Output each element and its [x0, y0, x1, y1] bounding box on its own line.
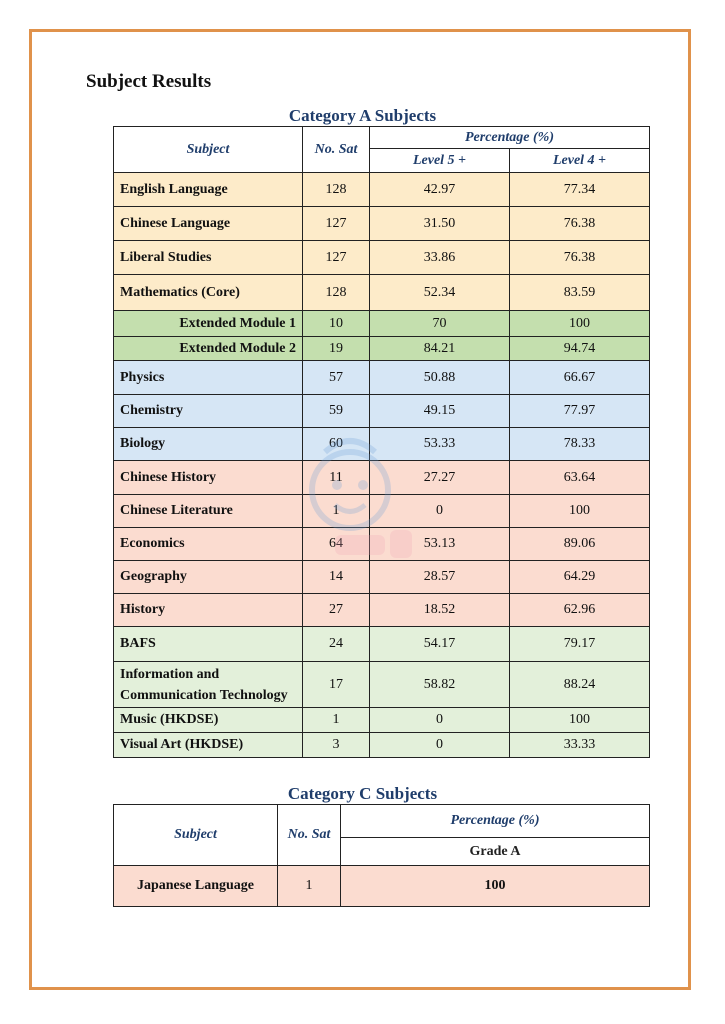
table-row — [114, 627, 650, 662]
header-percentage: Percentage (%) — [341, 805, 650, 838]
no-sat-cell: 128 — [303, 173, 370, 207]
subject-cell: Information and Communication Technology — [114, 662, 303, 708]
header-level4: Level 4 + — [510, 149, 650, 173]
level5-cell: 0 — [370, 708, 510, 733]
level5-cell: 0 — [370, 733, 510, 758]
subject-cell: Mathematics (Core) — [114, 275, 303, 311]
header-no-sat: No. Sat — [303, 127, 370, 173]
subject-cell: Biology — [114, 428, 303, 461]
no-sat-cell: 64 — [303, 528, 370, 561]
level4-cell: 89.06 — [510, 528, 650, 561]
subject-cell: Liberal Studies — [114, 241, 303, 275]
no-sat-cell: 128 — [303, 275, 370, 311]
level4-cell: 64.29 — [510, 561, 650, 594]
no-sat-cell: 14 — [303, 561, 370, 594]
subject-cell: Visual Art (HKDSE) — [114, 733, 303, 758]
no-sat-cell: 17 — [303, 662, 370, 708]
no-sat-cell: 60 — [303, 428, 370, 461]
header-grade-a: Grade A — [341, 838, 650, 866]
no-sat-cell: 3 — [303, 733, 370, 758]
table-row — [114, 337, 650, 361]
level5-cell: 58.82 — [370, 662, 510, 708]
table-row — [114, 428, 650, 461]
table-row — [114, 561, 650, 594]
no-sat-cell: 1 — [278, 866, 341, 907]
level4-cell: 76.38 — [510, 241, 650, 275]
subject-cell: Music (HKDSE) — [114, 708, 303, 733]
level4-cell: 94.74 — [510, 337, 650, 361]
no-sat-cell: 10 — [303, 311, 370, 337]
level4-cell: 77.34 — [510, 173, 650, 207]
level5-cell: 42.97 — [370, 173, 510, 207]
level5-cell: 0 — [370, 495, 510, 528]
level4-cell: 88.24 — [510, 662, 650, 708]
table-row — [114, 594, 650, 627]
subject-cell: History — [114, 594, 303, 627]
grade-a-cell: 100 — [341, 866, 650, 907]
category-c-title: Category C Subjects — [287, 784, 438, 803]
subject-cell: Chinese Language — [114, 207, 303, 241]
category-a-title: Category A Subjects — [288, 106, 437, 125]
no-sat-cell: 59 — [303, 395, 370, 428]
header-subject: Subject — [114, 805, 278, 866]
no-sat-cell: 11 — [303, 461, 370, 495]
table-row — [114, 207, 650, 241]
subject-cell: BAFS — [114, 627, 303, 662]
subject-cell: Chinese History — [114, 461, 303, 495]
category-a-table — [113, 126, 650, 758]
level4-cell: 79.17 — [510, 627, 650, 662]
level4-cell: 76.38 — [510, 207, 650, 241]
no-sat-cell: 127 — [303, 207, 370, 241]
header-subject: Subject — [114, 127, 303, 173]
table-row — [114, 733, 650, 758]
no-sat-cell: 27 — [303, 594, 370, 627]
level4-cell: 78.33 — [510, 428, 650, 461]
no-sat-cell: 19 — [303, 337, 370, 361]
subject-cell: Economics — [114, 528, 303, 561]
level5-cell: 53.33 — [370, 428, 510, 461]
level4-cell: 62.96 — [510, 594, 650, 627]
level5-cell: 50.88 — [370, 361, 510, 395]
page-title: Subject Results — [86, 71, 212, 92]
level5-cell: 84.21 — [370, 337, 510, 361]
level5-cell: 49.15 — [370, 395, 510, 428]
level5-cell: 52.34 — [370, 275, 510, 311]
table-row — [114, 173, 650, 207]
level5-cell: 70 — [370, 311, 510, 337]
table-row — [114, 866, 650, 907]
subject-cell: Chemistry — [114, 395, 303, 428]
level5-cell: 27.27 — [370, 461, 510, 495]
no-sat-cell: 1 — [303, 495, 370, 528]
level4-cell: 100 — [510, 311, 650, 337]
level5-cell: 54.17 — [370, 627, 510, 662]
level5-cell: 53.13 — [370, 528, 510, 561]
category-c-table — [113, 804, 650, 907]
table-row — [114, 241, 650, 275]
no-sat-cell: 1 — [303, 708, 370, 733]
table-row — [114, 311, 650, 337]
header-level5: Level 5 + — [370, 149, 510, 173]
level4-cell: 66.67 — [510, 361, 650, 395]
level4-cell: 83.59 — [510, 275, 650, 311]
subject-cell: Extended Module 1 — [114, 311, 303, 337]
header-no-sat: No. Sat — [278, 805, 341, 866]
subject-cell: English Language — [114, 173, 303, 207]
subject-cell: Physics — [114, 361, 303, 395]
level4-cell: 33.33 — [510, 733, 650, 758]
table-row — [114, 461, 650, 495]
level4-cell: 63.64 — [510, 461, 650, 495]
table-row — [114, 528, 650, 561]
level5-cell: 18.52 — [370, 594, 510, 627]
level4-cell: 100 — [510, 495, 650, 528]
level4-cell: 100 — [510, 708, 650, 733]
table-row — [114, 495, 650, 528]
no-sat-cell: 127 — [303, 241, 370, 275]
table-row — [114, 395, 650, 428]
level5-cell: 33.86 — [370, 241, 510, 275]
table-row — [114, 708, 650, 733]
level5-cell: 31.50 — [370, 207, 510, 241]
level5-cell: 28.57 — [370, 561, 510, 594]
table-row — [114, 361, 650, 395]
no-sat-cell: 57 — [303, 361, 370, 395]
subject-cell: Extended Module 2 — [114, 337, 303, 361]
subject-cell: Japanese Language — [114, 866, 278, 907]
subject-cell: Chinese Literature — [114, 495, 303, 528]
no-sat-cell: 24 — [303, 627, 370, 662]
table-row — [114, 275, 650, 311]
header-percentage: Percentage (%) — [370, 127, 650, 149]
subject-cell: Geography — [114, 561, 303, 594]
table-row — [114, 662, 650, 708]
level4-cell: 77.97 — [510, 395, 650, 428]
